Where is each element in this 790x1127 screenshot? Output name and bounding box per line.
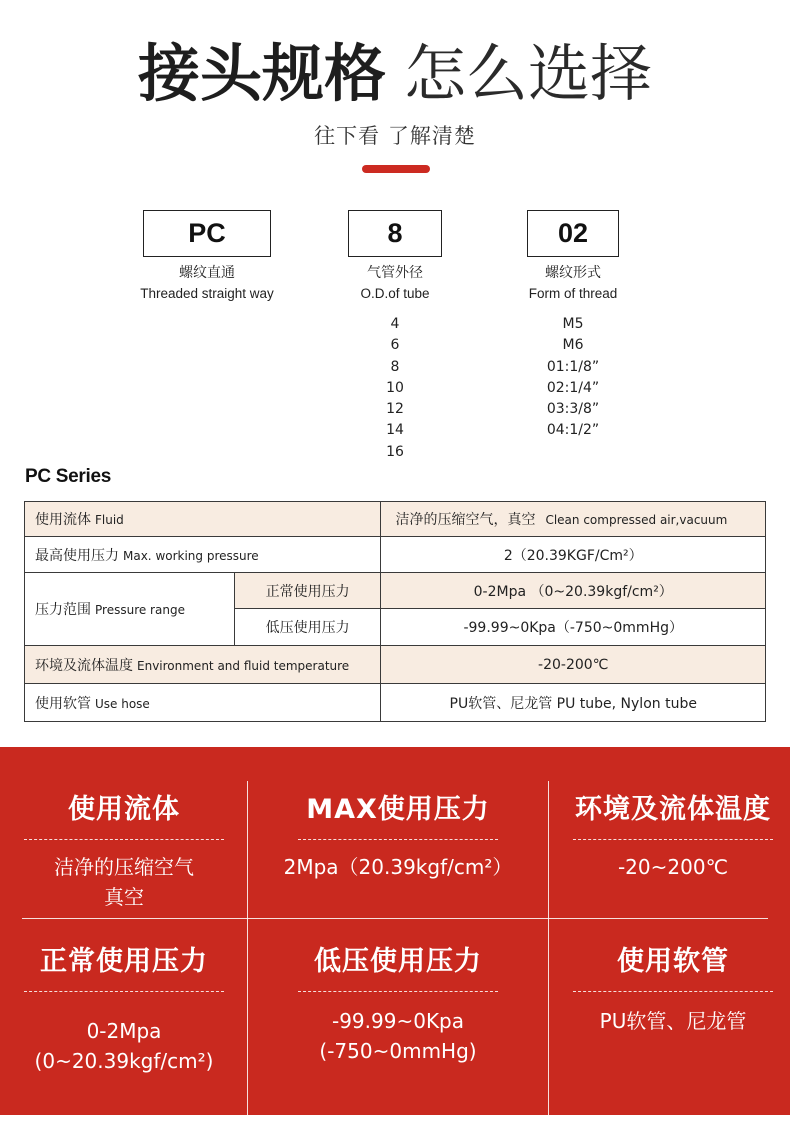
spec-table [24, 501, 766, 722]
code-label-cn: 气管外径 [367, 265, 423, 281]
page-title [0, 36, 790, 112]
cell-text: -99.99~0Kpa (-750~0mmHg) [319, 1009, 477, 1063]
cell-heading: 环境及流体温度 [575, 794, 771, 825]
cell-heading: 正常使用压力 [40, 946, 208, 977]
code-box-thread: 02 [527, 210, 619, 257]
cell-text: -20~200℃ [617, 855, 729, 879]
dashed-divider [24, 839, 224, 840]
code-box-tube: 8 [348, 210, 442, 257]
row-value: -99.99~0Kpa（-750~0mmHg） [381, 609, 766, 646]
code-column-series [142, 210, 272, 302]
table-row [25, 502, 766, 537]
code-column-thread [526, 210, 620, 442]
accent-divider [362, 165, 430, 173]
cell-heading: 使用软管 [617, 946, 729, 977]
row-label: 使用软管 Use hose [25, 684, 381, 722]
panel-divider [548, 781, 549, 1115]
table-row [25, 646, 766, 684]
title-light: 怎么选择 [404, 37, 653, 110]
dashed-divider [298, 991, 498, 992]
code-label-cn: 螺纹形式 [545, 265, 601, 281]
thread-form-list [526, 314, 620, 442]
page-subtitle: 往下看 了解清楚 [314, 124, 476, 148]
list-item: 10 [386, 379, 404, 396]
panel-divider [22, 918, 768, 919]
table-row [25, 684, 766, 722]
summary-cell-fluid [0, 793, 248, 912]
series-title: PC Series [25, 466, 112, 487]
cell-heading: 使用流体 [68, 794, 180, 825]
cell-text: 洁净的压缩空气 真空 [54, 855, 194, 909]
cell-text: PU软管、尼龙管 [599, 1009, 747, 1033]
list-item: 6 [390, 337, 400, 354]
code-box-series: PC [143, 210, 271, 257]
sub-label: 低压使用压力 [234, 609, 381, 646]
sub-label: 正常使用压力 [234, 573, 381, 609]
code-label-en: Threaded straight way [140, 286, 274, 301]
list-item: M5 [562, 316, 584, 332]
list-item: 04:1/2” [546, 422, 600, 439]
list-item: 14 [386, 422, 404, 439]
row-value: PU软管、尼龙管 PU tube, Nylon tube [381, 684, 766, 722]
row-value: 2（20.39KGF/Cm²） [381, 537, 766, 573]
summary-cell-normal-pressure [0, 945, 248, 1076]
table-row [25, 573, 766, 609]
row-label: 压力范围 Pressure range [25, 573, 235, 646]
list-item: 01:1/8” [546, 358, 600, 375]
dashed-divider [573, 991, 773, 992]
summary-cell-low-pressure [264, 945, 532, 1066]
tube-size-list [347, 314, 443, 463]
code-column-tube [347, 210, 443, 463]
code-label-en: Form of thread [528, 286, 618, 301]
list-item: 02:1/4” [546, 379, 600, 396]
list-item: 4 [390, 316, 400, 332]
row-value: -20-200℃ [381, 646, 766, 684]
row-label: 使用流体 Fluid [25, 502, 381, 537]
list-item: 8 [390, 358, 400, 375]
row-label: 最高使用压力 Max. working pressure [25, 537, 381, 573]
summary-panel [0, 747, 790, 1115]
cell-heading: MAX使用压力 [306, 794, 490, 825]
list-item: M6 [562, 337, 584, 354]
row-value: 洁净的压缩空气，真空 Clean compressed air,vacuum [381, 502, 766, 537]
dashed-divider [298, 839, 498, 840]
list-item: 12 [386, 401, 404, 418]
table-row [25, 537, 766, 573]
summary-cell-hose [556, 945, 790, 1036]
dashed-divider [573, 839, 773, 840]
list-item: 16 [386, 443, 404, 460]
cell-heading: 低压使用压力 [314, 946, 482, 977]
list-item: 03:3/8” [546, 401, 600, 418]
row-value: 0-2Mpa （0~20.39kgf/cm²） [381, 573, 766, 609]
summary-cell-max-pressure [264, 793, 532, 882]
row-label: 环境及流体温度 Environment and fluid temperature [25, 646, 381, 684]
dashed-divider [24, 991, 224, 992]
summary-cell-temperature [556, 793, 790, 882]
code-label-en: O.D.of tube [360, 286, 430, 301]
title-bold: 接头规格 [137, 37, 386, 110]
code-label-cn: 螺纹直通 [179, 265, 235, 281]
cell-text: 2Mpa（20.39kgf/cm²） [283, 855, 513, 879]
cell-text: 0-2Mpa (0~20.39kgf/cm²) [34, 1019, 214, 1073]
